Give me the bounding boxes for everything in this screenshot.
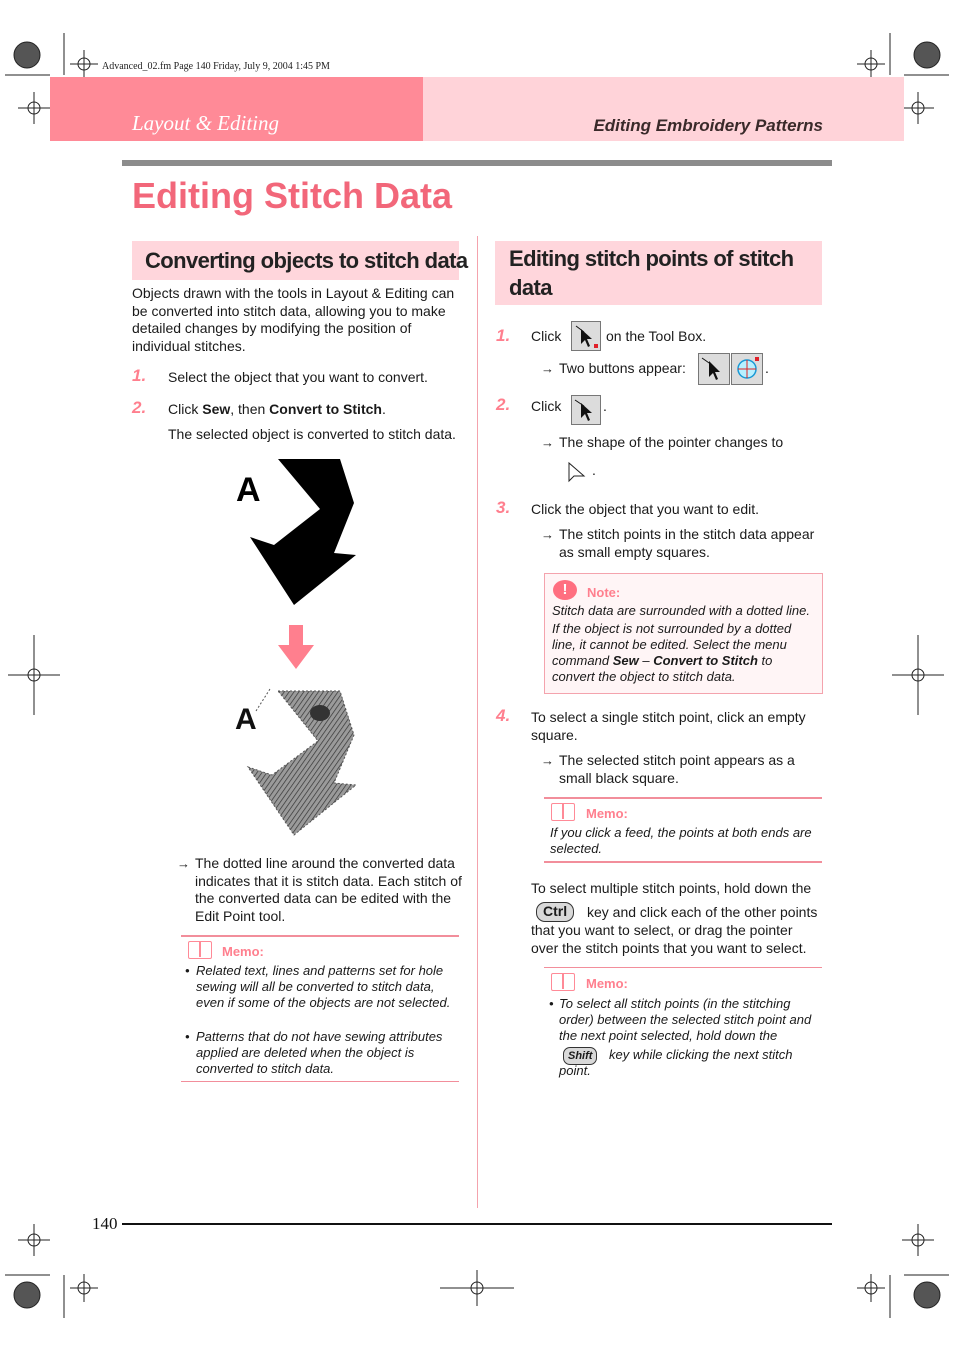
step-text: Click the object that you want to edit. [531,501,760,517]
step-result: The shape of the pointer changes to [559,434,784,450]
note-warning-icon: ! [553,580,577,600]
step-result: The selected stitch point appears as a small black square. [559,752,795,786]
note-line: Stitch data are surrounded with a dotted line. [552,603,810,618]
file-info: Advanced_02.fm Page 140 Friday, July 9, 2004 1:45 PM [102,61,330,72]
memo-label: Memo: [586,806,628,821]
result-arrow: → [541,527,554,542]
stitch-point-button-icon[interactable] [731,353,763,385]
step-text: Select the object that you want to convert. [168,369,428,385]
section-heading-left [132,241,468,280]
step-text: To select a single stitch point, click an empty square. [531,709,806,743]
multi-select-line2: key and click each of the other points [587,904,818,920]
step-number: 1. [496,326,511,345]
footer-rule [122,1223,832,1225]
memo-rule-top [544,797,822,799]
step-text-post: . [603,398,607,414]
result-arrow: → [541,361,554,376]
step-number: 4. [496,706,511,725]
step-number: 2. [496,395,511,414]
multi-select-line1: To select multiple stitch points, hold down the [531,880,812,896]
memo-rule-bottom [181,1081,459,1082]
memo-book-icon [551,803,575,821]
intro-paragraph: Objects drawn with the tools in Layout & Editing can be converted into stitch data, allowing you to make detailed changes by modifying the position of individual stitches. [132,285,455,354]
result-arrow: → [541,435,554,450]
section-heading-left-text: Converting objects to stitch data [145,248,468,273]
result-arrow: → [177,856,190,871]
memo-text: To select all stitch points (in the stitching order) between the selected stitch point and the next point selected, hold down the [559,996,812,1043]
memo-item: Patterns that do not have sewing attributes applied are deleted when the object is converted to stitch data. [196,1029,443,1076]
memo-text: If you click a feed, the points at both ends are selected. [550,825,812,856]
figure-letter: A [236,471,261,509]
memo-bullet: • [185,1029,190,1044]
note-label: Note: [587,585,621,600]
memo-text-post: key while clicking the next stitch point. [559,1047,793,1078]
step-text: Click [531,328,562,344]
section-heading-right [495,241,822,305]
result-text: The dotted line around the converted data indicates that it is stitch data. Each stitch of the converted data can be edited with the Edit Point tool. [195,855,462,924]
period: . [765,360,769,376]
step-text: Click Sew, then Convert to Stitch. [168,401,386,417]
step-result: The stitch points in the stitch data appear as small empty squares. [559,526,815,560]
period: . [592,462,596,478]
pointer-arrow-icon [566,461,588,483]
memo-rule-top [544,967,822,968]
memo-bullet: • [549,996,554,1011]
title-rule [122,160,832,166]
column-divider [477,236,478,1208]
page-title: Editing Stitch Data [132,175,453,216]
memo-bullet: • [185,963,190,978]
memo-label: Memo: [222,944,264,959]
memo-rule-bottom [544,861,822,863]
select-point-button-icon[interactable] [698,353,730,385]
step-text-post: on the Tool Box. [606,328,707,344]
menu-convert-to-stitch: Convert to Stitch [269,401,382,417]
figure-letter-stitched: A [235,703,257,736]
ctrl-key [536,902,574,922]
menu-convert-to-stitch: Convert to Stitch [653,653,758,668]
menu-sew: Sew [202,401,231,417]
ctrl-key-label: Ctrl [536,902,574,922]
step-number: 1. [132,366,147,385]
step-text: Click [531,398,562,414]
shift-key-label: Shift [563,1047,597,1065]
result-arrow: → [541,753,554,768]
step-number: 2. [132,398,147,417]
step-number: 3. [496,498,511,517]
memo-label: Memo: [586,976,628,991]
header-chapter-title: Editing Embroidery Patterns [593,116,823,135]
edit-point-tool-icon[interactable] [571,321,601,351]
note-text: If the object is not surrounded by a dotted line, it cannot be edited. Select the menu command Sew – Convert to Stitch to convert the object to stitch data. [552,621,792,684]
section-heading-right-text: Editing stitch points of stitch data [509,246,794,300]
memo-book-icon [551,973,575,991]
step-result: Two buttons appear: [559,360,686,376]
menu-sew: Sew [612,653,639,668]
memo-rule-top [181,935,459,937]
memo-book-icon [188,941,212,959]
memo-item: Related text, lines and patterns set for hole sewing will all be converted to stitch data, even if some of the objects are not selected. [196,963,451,1010]
down-arrow-icon [278,625,314,669]
header-section-title: Layout & Editing [132,111,279,135]
multi-select-line3: that you want to select, or drag the pointer over the stitch points that you want to select. [531,922,807,956]
step-result: The selected object is converted to stitch data. [168,426,456,442]
select-point-button-icon[interactable] [571,395,601,425]
page-number: 140 [92,1214,118,1233]
